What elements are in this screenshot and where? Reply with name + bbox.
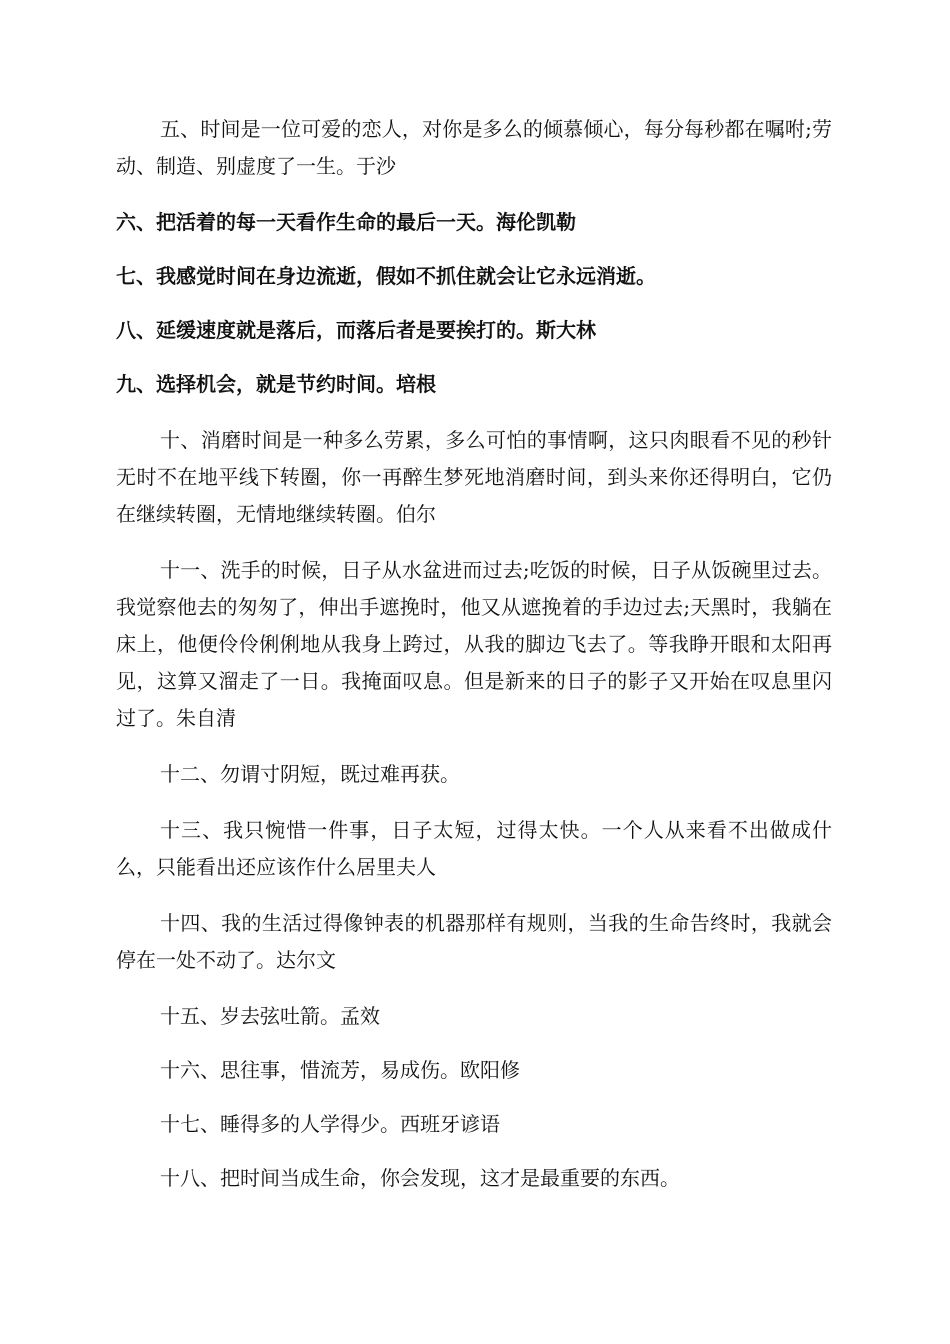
quote-paragraph-12: 十二、勿谓寸阴短，既过难再获。	[160, 762, 460, 786]
quote-paragraph-15: 十五、岁去弦吐箭。孟效	[160, 1004, 380, 1028]
quote-paragraph-9: 九、选择机会，就是节约时间。培根	[116, 372, 436, 396]
quote-paragraph-11: 十一、洗手的时候，日子从水盆进而过去;吃饭的时候，日子从饭碗里过去。我觉察他去的匆匆了，伸出手遮挽时，他又从遮挽着的手边过去;天黑时，我躺在床上，他便伶伶俐俐地从我身上跨过，从我的脚边飞去了。等我睁开眼和太阳再见，这算又溜走了一日。我掩面叹息。但是新来的日子的影子又开始在叹息里闪过了。朱自清	[116, 558, 832, 730]
quote-paragraph-5: 五、时间是一位可爱的恋人，对你是多么的倾慕倾心，每分每秒都在嘱咐;劳动、制造、别虚度了一生。于沙	[116, 117, 832, 178]
quote-paragraph-7: 七、我感觉时间在身边流逝，假如不抓住就会让它永远消逝。	[116, 264, 656, 288]
quote-paragraph-18: 十八、把时间当成生命，你会发现，这才是最重要的东西。	[160, 1166, 680, 1190]
quote-paragraph-16: 十六、思往事，惜流芳，易成伤。欧阳修	[160, 1058, 520, 1082]
quote-paragraph-17: 十七、睡得多的人学得少。西班牙谚语	[160, 1112, 500, 1136]
quote-paragraph-14: 十四、我的生活过得像钟表的机器那样有规则，当我的生命告终时，我就会停在一处不动了。达尔文	[116, 911, 832, 972]
quote-paragraph-8: 八、延缓速度就是落后，而落后者是要挨打的。斯大林	[116, 318, 596, 342]
quote-paragraph-6: 六、把活着的每一天看作生命的最后一天。海伦凯勒	[116, 210, 576, 234]
quote-paragraph-13: 十三、我只惋惜一件事，日子太短，过得太快。一个人从来看不出做成什么，只能看出还应该作什么居里夫人	[116, 818, 832, 879]
quote-paragraph-10: 十、消磨时间是一种多么劳累，多么可怕的事情啊，这只肉眼看不见的秒针无时不在地平线下转圈，你一再醉生梦死地消磨时间，到头来你还得明白，它仍在继续转圈，无情地继续转圈。伯尔	[116, 428, 832, 526]
